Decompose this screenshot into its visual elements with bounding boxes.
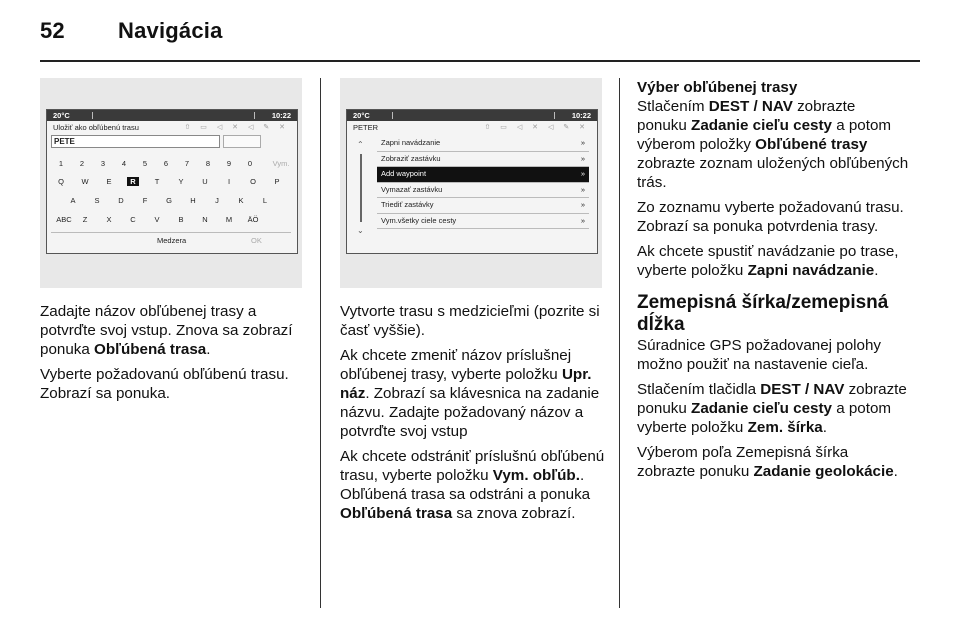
menu-term: Zadanie cieľu cesty	[691, 400, 832, 417]
menu-item-label: Add waypoint	[381, 169, 427, 178]
key[interactable]: C	[130, 215, 136, 224]
menu-term: Upr. náz	[340, 366, 592, 402]
paragraph: Vyberte požadovanú obľúbenú trasu. Zobrazí sa ponuka.	[40, 366, 289, 402]
paragraph	[637, 242, 909, 280]
key[interactable]: Z	[82, 215, 88, 224]
screen-subtitle: PETER	[353, 123, 379, 132]
menu-term: Obľúbená trasa	[340, 505, 453, 522]
key[interactable]: 1	[58, 159, 64, 168]
page-header	[40, 18, 223, 44]
menu-item[interactable]	[377, 152, 589, 168]
text: .	[822, 419, 827, 436]
key[interactable]: P	[274, 177, 280, 186]
key[interactable]: U	[202, 177, 208, 186]
button-term: DEST / NAV	[708, 98, 793, 115]
ok-key[interactable]: OK	[251, 236, 262, 245]
page-number: 52	[40, 18, 65, 43]
header-rule	[40, 60, 920, 62]
text: . Zobrazí sa klávesnica na zadanie názvu. Zadajte požadovaný názov a potvrďte svoj vstup	[340, 385, 600, 440]
temperature: 20°C	[353, 111, 370, 120]
key[interactable]: 5	[142, 159, 148, 168]
key[interactable]: 6	[163, 159, 169, 168]
text: .	[874, 262, 879, 279]
status-bar	[47, 110, 297, 121]
paragraph	[637, 443, 909, 481]
scrollbar[interactable]	[355, 140, 367, 240]
text: .	[893, 463, 898, 480]
column-divider	[320, 78, 321, 608]
key[interactable]: 9	[226, 159, 232, 168]
key[interactable]: N	[202, 215, 208, 224]
key[interactable]: ÄÖ	[247, 215, 259, 224]
text: Ak chcete zmeniť názov príslušnej obľúbenej trasy, vyberte položku	[340, 347, 572, 383]
menu-item-label: Triediť zastávky	[381, 200, 434, 209]
text: Stlačením tlačidla	[637, 381, 761, 398]
menu-item[interactable]	[377, 198, 589, 214]
menu-item[interactable]	[377, 183, 589, 199]
text: Ak chcete spustiť navádzanie po trase, vyberte položku	[637, 243, 899, 279]
key[interactable]: R	[127, 177, 139, 186]
divider	[254, 112, 255, 119]
paragraph: Zo zoznamu vyberte požadovanú trasu. Zobrazí sa ponuka potvrdenia trasy.	[637, 199, 904, 235]
text: zobrazte zoznam uložených obľúbených trás.	[637, 155, 909, 191]
key[interactable]: X	[106, 215, 112, 224]
button-term: DEST / NAV	[760, 381, 845, 398]
text: .	[206, 341, 211, 358]
column-1	[40, 302, 308, 409]
text: zobrazte ponuku	[637, 381, 907, 417]
section-heading: Výber obľúbenej trasy	[637, 79, 798, 96]
divider	[392, 112, 393, 119]
key[interactable]: W	[81, 177, 89, 186]
text: Zadajte názov obľúbenej trasy a potvrďte svoj vstup. Znova sa zobrazí ponuka	[40, 303, 293, 358]
status-icons: ⇧ ▭ ◁ ✕ ◁ ✎ ✕	[184, 124, 289, 131]
paragraph	[637, 380, 909, 437]
key[interactable]: 2	[79, 159, 85, 168]
key[interactable]: 8	[205, 159, 211, 168]
chevron-right-icon: »	[580, 200, 585, 209]
screen-subtitle: Uložiť ako obľúbenú trasu	[53, 123, 139, 132]
infotainment-screen	[346, 109, 598, 254]
text: Ak chcete odstrániť príslušnú obľúbenú trasu, vyberte položku	[340, 448, 605, 484]
key[interactable]: ABC	[56, 215, 72, 224]
key[interactable]: K	[238, 196, 244, 205]
paragraph	[637, 97, 909, 192]
key[interactable]: A	[70, 196, 76, 205]
divider	[51, 232, 291, 233]
menu-item-label: Zobraziť zastávku	[381, 153, 441, 163]
section-heading: Zemepisná šírka/zemepisná dĺžka	[637, 292, 889, 335]
text: . Obľúbená trasa sa odstráni a ponuka	[340, 467, 591, 503]
menu-term: Zem. šírka	[747, 419, 823, 436]
key[interactable]: V	[154, 215, 160, 224]
clock: 10:22	[271, 111, 291, 120]
key[interactable]: I	[227, 177, 231, 186]
text: a potom výberom položky	[637, 117, 892, 153]
paragraph: Vytvorte trasu s medzicieľmi (pozrite si časť vyššie).	[340, 303, 600, 339]
key[interactable]: E	[106, 177, 112, 186]
paragraph: Súradnice GPS požadovanej polohy možno použiť na nastavenie cieľa.	[637, 337, 882, 373]
text: Výberom poľa Zemepisná šírka zobrazte ponuku	[637, 444, 849, 480]
key[interactable]: O	[250, 177, 256, 186]
key[interactable]: J	[215, 196, 219, 205]
route-menu-list	[377, 136, 589, 229]
page-title: Navigácia	[118, 18, 223, 43]
status-icons: ⇧ ▭ ◁ ✕ ◁ ✎ ✕	[484, 124, 589, 131]
column-2	[340, 302, 606, 529]
divider	[92, 112, 93, 119]
menu-item-label: Vym.všetky ciele cesty	[381, 215, 457, 225]
divider	[554, 112, 555, 119]
key[interactable]: M	[225, 215, 233, 224]
key[interactable]: G	[166, 196, 172, 205]
status-bar	[347, 110, 597, 121]
text: sa znova zobrazí.	[452, 505, 576, 522]
key[interactable]: 4	[121, 159, 127, 168]
menu-item[interactable]	[377, 214, 589, 230]
key[interactable]: B	[178, 215, 184, 224]
text: Stlačením	[637, 98, 709, 115]
menu-term: Vym. obľúb.	[492, 467, 580, 484]
menu-item-label: Vymazať zastávku	[381, 184, 443, 194]
text: zobrazte ponuku	[637, 98, 856, 134]
scroll-track	[360, 154, 362, 222]
column-divider	[619, 78, 620, 608]
temperature: 20°C	[53, 111, 70, 120]
menu-item-label: Zapni navádzanie	[381, 138, 441, 147]
chevron-right-icon: »	[580, 153, 585, 163]
paragraph	[340, 447, 606, 523]
chevron-right-icon: »	[580, 138, 585, 147]
screenshot-keyboard	[40, 78, 302, 288]
menu-term: Zadanie cieľu cesty	[691, 117, 832, 134]
paragraph	[340, 346, 606, 441]
menu-term: Obľúbená trasa	[94, 341, 207, 358]
key[interactable]: H	[190, 196, 196, 205]
name-entry-field[interactable]: PETE	[51, 135, 220, 148]
chevron-right-icon: »	[580, 215, 585, 225]
chevron-down-icon[interactable]: ⌄	[357, 226, 364, 235]
menu-term: Zapni navádzanie	[747, 262, 875, 279]
key[interactable]: 3	[100, 159, 106, 168]
space-key[interactable]: Medzera	[157, 236, 187, 245]
entry-aux-field	[223, 135, 261, 148]
chevron-right-icon: »	[580, 184, 585, 194]
key[interactable]: 0	[247, 159, 253, 168]
key[interactable]: Q	[58, 177, 64, 186]
menu-term: Zadanie geolokácie	[753, 463, 894, 480]
menu-item[interactable]	[377, 136, 589, 152]
key[interactable]: T	[154, 177, 160, 186]
key[interactable]: D	[118, 196, 124, 205]
key[interactable]: L	[262, 196, 268, 205]
clock: 10:22	[571, 111, 591, 120]
paragraph	[40, 302, 308, 359]
column-3	[637, 78, 909, 487]
text: a potom vyberte položku	[637, 400, 892, 436]
vym-key[interactable]: Vym.	[272, 159, 290, 168]
screenshot-route-menu	[340, 78, 602, 288]
key[interactable]: Y	[178, 177, 184, 186]
menu-item[interactable]	[377, 167, 589, 183]
chevron-up-icon[interactable]: ⌃	[357, 140, 364, 149]
key[interactable]: S	[94, 196, 100, 205]
menu-term: Obľúbené trasy	[755, 136, 868, 153]
key[interactable]: 7	[184, 159, 190, 168]
infotainment-screen	[46, 109, 298, 254]
key[interactable]: F	[142, 196, 148, 205]
chevron-right-icon: »	[580, 169, 585, 178]
